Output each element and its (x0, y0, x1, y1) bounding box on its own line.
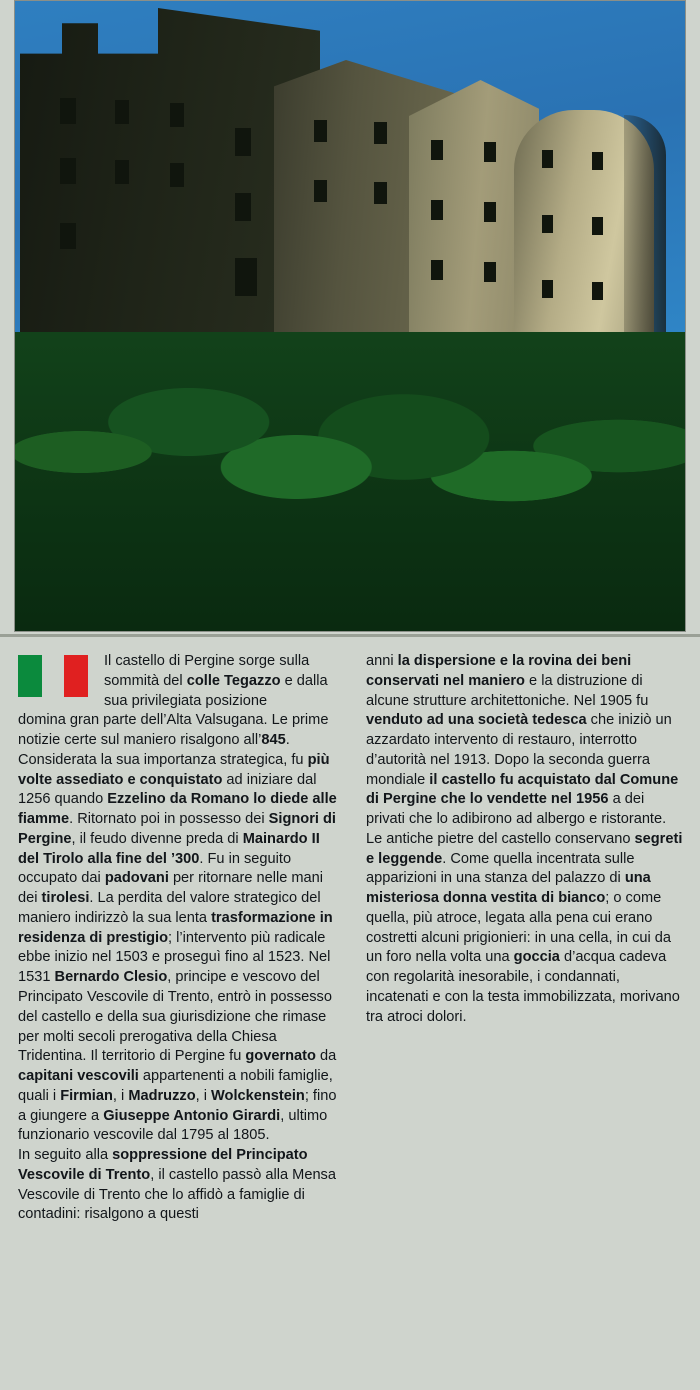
window (170, 103, 184, 127)
window (374, 122, 387, 144)
window (542, 215, 553, 233)
window (60, 98, 76, 124)
window (115, 100, 129, 124)
window (170, 163, 184, 187)
article-column-right: anni la dispersione e la rovina dei beni conservati nel maniero e la distruzione di alcune strutture architettoniche. Nel 1905 fu venduto ad una società tedesca che iniziò un azzardato intervento di restauro, interrotto d’autorità nel 1913. Dopo la seconda guerra mondiale il castello fu acquistato dal Comune di Pergine che lo vendette nel 1956 a dei privati che lo adibirono ad albergo e ristorante. Le antiche pietre del castello conservano segreti e leggende. Come quella incentrata sulle apparizioni in una stanza del palazzo di una misteriosa donna vestita di bianco; o come quella, più atroce, legata alla pena cui erano costretti alcuni prigionieri: in una cella, in cui da un foro nella volta una goccia d’acqua cadeva con regolarità inesorabile, i condannati, incatenati e con la testa immobilizzata, morivano tra atroci dolori. (366, 653, 683, 1025)
window (431, 140, 443, 160)
window (115, 160, 129, 184)
window (431, 260, 443, 280)
window (60, 158, 76, 184)
window (235, 193, 251, 221)
window (484, 262, 496, 282)
window (484, 142, 496, 162)
window (484, 202, 496, 222)
window (314, 180, 327, 202)
window (431, 200, 443, 220)
article-column-left: Il castello di Pergine sorge sulla sommità del colle Tegazzo e dalla sua privilegiata posizione domina gran parte dell’Alta Valsugana. Le prime notizie certe sul maniero risalgono all’845. Considerata la sua importanza strategica, fu più volte assediato e conquistato ad iniziare dal 1256 quando Ezzelino da Romano lo diede alle fiamme. Ritornato poi in possesso dei Signori di Pergine, il feudo divenne preda di Mainardo II del Tirolo alla fine del ’300. Fu in seguito occupato dai padovani per ritornare nelle mani dei tirolesi. La perdita del valore strategico del maniero indirizzò la sua lenta trasformazione in residenza di prestigio; l’intervento più radicale ebbe inizio nel 1503 e proseguì fino al 1523. Nel 1531 Bernardo Clesio, principe e vescovo del Principato Vescovile di Trento, entrò in possesso del castello e della sua giurisdizione che rimase per molti secoli prerogativa della Chiesa Tridentina. Il territorio di Pergine fu governato da capitani vescovili appartenenti a nobili famiglie, quali i Firmian, i Madruzzo, i Wolckenstein; fino a giungere a Giuseppe Antonio Girardi, ultimo funzionario vescovile dal 1795 al 1805. In seguito alla soppressione del Principato Vescovile di Trento, il castello passò alla Mensa Vescovile di Trento che lo affidò a famiglie di contadini: risalgono a questi (18, 653, 337, 1223)
window (374, 182, 387, 204)
castle-photograph (14, 0, 686, 632)
window (235, 128, 251, 156)
section-divider (0, 634, 700, 637)
window (592, 152, 603, 170)
tree-canopy-lower (14, 332, 686, 632)
window (314, 120, 327, 142)
window (592, 217, 603, 235)
window (60, 223, 76, 249)
window (542, 150, 553, 168)
